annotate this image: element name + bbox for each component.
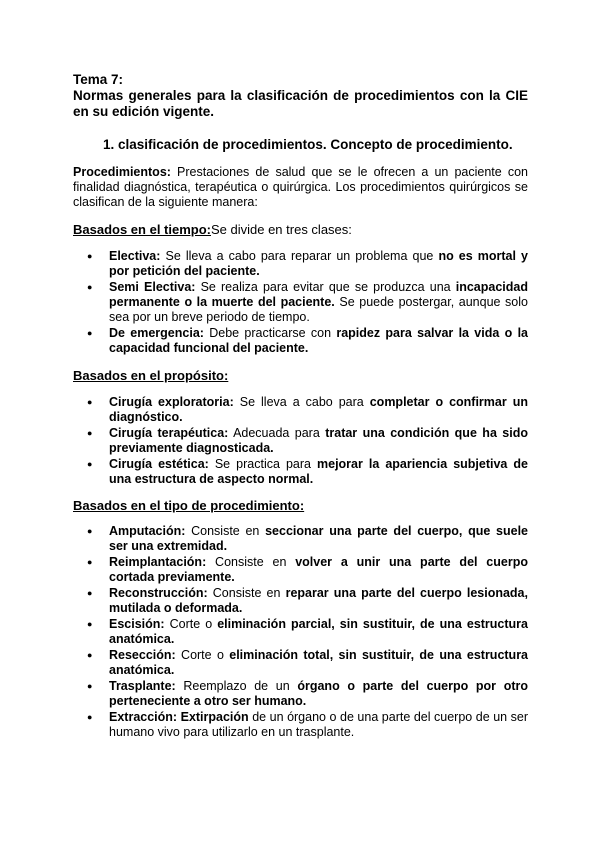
- list-item-bold-text: Reconstrucción:: [109, 586, 208, 600]
- list-item: [73, 395, 528, 425]
- list-item-bold-text: Electiva:: [109, 249, 161, 263]
- list-item-bold-text: Reimplantación:: [109, 555, 207, 569]
- list-item-text: Se lleva a cabo para: [233, 395, 370, 409]
- list-item-bold-text: mejorar la apariencia subjetiva de una estructura de aspecto normal.: [109, 457, 528, 486]
- list-item-text: Corte o: [164, 617, 218, 631]
- list-item-text: Debe practicarse con: [203, 326, 337, 340]
- list-item-text: Se realiza para evitar que se produzca una: [195, 280, 456, 294]
- list-item: [73, 524, 528, 554]
- list-item-text: Consiste en: [207, 586, 286, 600]
- list-item-bold-text: Escisión:: [109, 617, 165, 631]
- list-proposito: [73, 395, 528, 488]
- topic-number: Tema 7:: [73, 72, 124, 87]
- list-item: [73, 648, 528, 678]
- list-item-text: Consiste en: [185, 524, 266, 538]
- list-item-bold-text: reparar una parte del cuerpo lesionada, mutilada o deformada.: [109, 586, 528, 615]
- list-item: [73, 617, 528, 647]
- list-item-bold-text: completar o confirmar un diagnóstico.: [109, 395, 528, 424]
- intro-paragraph: [73, 165, 528, 210]
- intro-text: Prestaciones de salud que se le ofrecen a un paciente con finalidad diagnóstica, terapéutica o quirúrgica. Los procedimientos quirúrgicos se clasifican de la siguiente manera:: [73, 165, 528, 209]
- list-item-text: Se practica para: [208, 457, 317, 471]
- list-item: [73, 555, 528, 585]
- list-item: [73, 679, 528, 709]
- list-item: [73, 280, 528, 325]
- list-item-bold-text: Amputación:: [109, 524, 186, 538]
- document-header: [73, 72, 528, 120]
- list-item-text: de un órgano o de una parte del cuerpo de un ser humano vivo para utilizarlo en un trasplante.: [109, 710, 529, 739]
- list-item-bold-text: seccionar una parte del cuerpo, que suele ser una extremidad.: [109, 524, 528, 553]
- section-subheading: 1. clasificación de procedimientos. Concepto de procedimiento.: [103, 137, 513, 152]
- list-item-bold-text: eliminación total, sin sustituir, de una estructura anatómica.: [109, 648, 529, 677]
- list-tipo: [73, 524, 528, 741]
- section-heading-tipo: Basados en el tipo de procedimiento:: [73, 498, 305, 513]
- list-item: [73, 710, 528, 740]
- section-heading-tiempo-label: Basados en el tiempo:: [73, 222, 211, 237]
- list-item-text: Se puede postergar, aunque solo sea por un breve periodo de tiempo.: [109, 295, 528, 324]
- list-item: [73, 426, 528, 456]
- list-item-bold-text: De emergencia:: [109, 326, 204, 340]
- section-heading-tiempo-rest: Se divide en tres clases:: [210, 222, 352, 237]
- list-item-text: Consiste en: [206, 555, 296, 569]
- list-item-bold-text: rapidez para salvar la vida o la capacidad funcional del paciente.: [109, 326, 528, 355]
- list-item-bold-text: Extracción: Extirpación: [109, 710, 249, 724]
- intro-label: Procedimientos:: [73, 165, 171, 179]
- list-item-text: Reemplazo de un: [175, 679, 298, 693]
- section-heading-tiempo: [73, 222, 352, 237]
- list-item-bold-text: Resección:: [109, 648, 176, 662]
- list-item-text: Corte o: [175, 648, 230, 662]
- list-item-bold-text: Cirugía estética:: [109, 457, 209, 471]
- list-item: [73, 457, 528, 487]
- list-item-bold-text: Cirugía exploratoria:: [109, 395, 234, 409]
- document-title: Normas generales para la clasificación de procedimientos con la CIE en su edición vigente.: [73, 88, 528, 119]
- list-item-bold-text: no es mortal y por petición del paciente.: [109, 249, 528, 278]
- list-tiempo: [73, 249, 528, 357]
- list-item-bold-text: Cirugía terapéutica:: [109, 426, 229, 440]
- list-item-bold-text: tratar una condición que ha sido previamente diagnosticada.: [109, 426, 529, 455]
- list-item-bold-text: órgano o parte del cuerpo por otro perteneciente a otro ser humano.: [109, 679, 528, 708]
- list-item-bold-text: Trasplante:: [109, 679, 176, 693]
- list-item-text: Se lleva a cabo para reparar un problema que: [160, 249, 439, 263]
- list-item-bold-text: eliminación parcial, sin sustituir, de una estructura anatómica.: [109, 617, 528, 646]
- section-heading-proposito: Basados en el propósito:: [73, 368, 229, 383]
- list-item-bold-text: volver a unir una parte del cuerpo cortada previamente.: [109, 555, 528, 584]
- list-item: [73, 326, 528, 356]
- list-item-text: Adecuada para: [228, 426, 326, 440]
- list-item-bold-text: incapacidad permanente o la muerte del paciente.: [109, 280, 528, 309]
- list-item: [73, 586, 528, 616]
- list-item: [73, 249, 528, 279]
- list-item-bold-text: Semi Electiva:: [109, 280, 196, 294]
